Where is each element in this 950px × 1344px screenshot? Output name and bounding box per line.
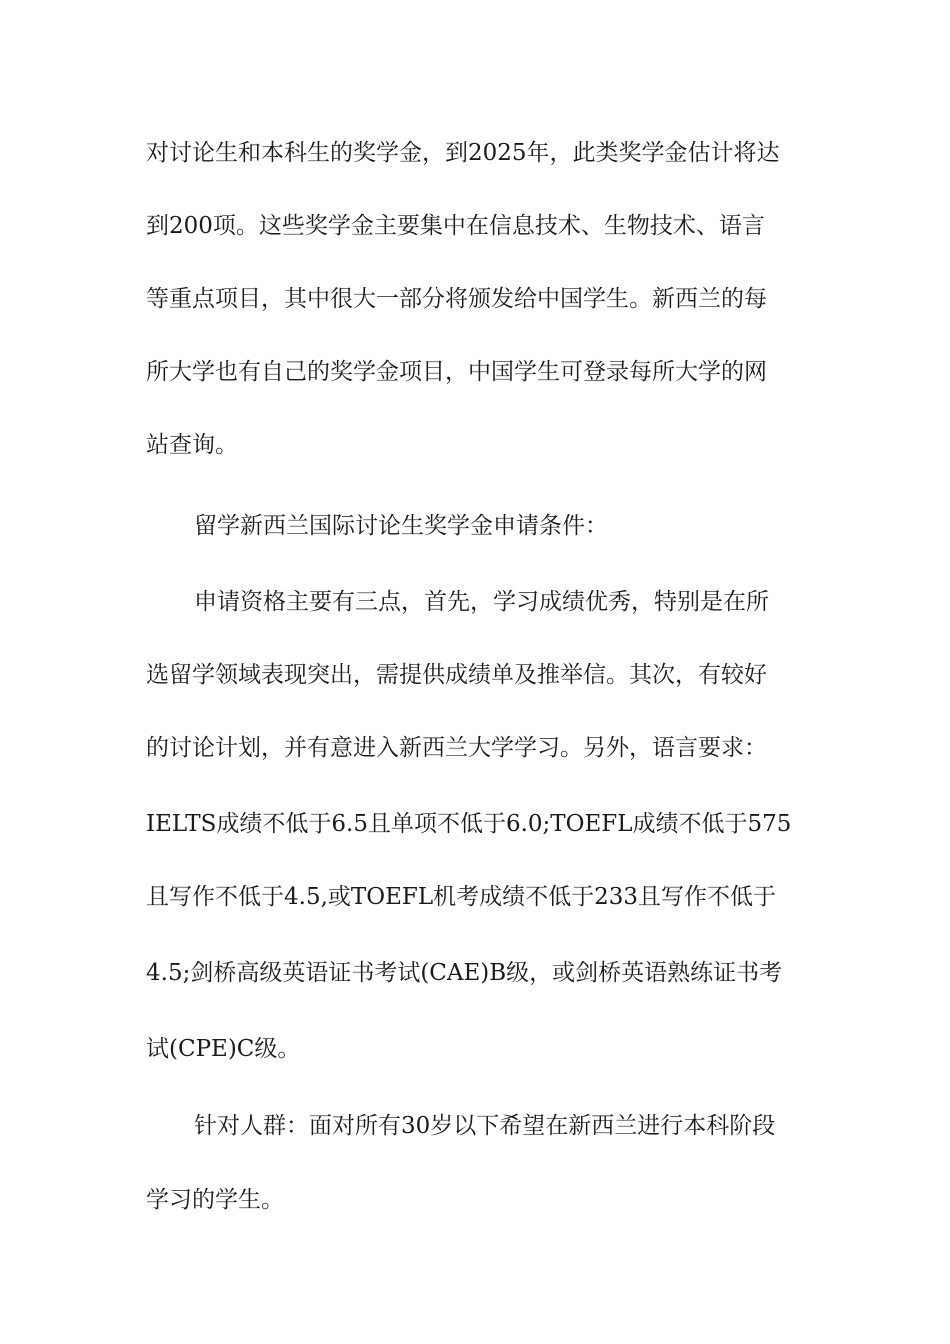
text-line: IELTS成绩不低于6.5且单项不低于6.0;TOEFL成绩不低于575 xyxy=(146,811,792,837)
text-line: 所大学也有自己的奖学金项目，中国学生可登录每所大学的网 xyxy=(146,359,767,385)
text-line: 试(CPE)C级。 xyxy=(146,1036,301,1062)
text-line: 到200项。这些奖学金主要集中在信息技术、生物技术、语言 xyxy=(146,213,765,239)
text-line: 申请资格主要有三点，首先，学习成绩优秀，特别是在所 xyxy=(194,589,769,615)
text-line: 站查询。 xyxy=(146,432,238,458)
text-line: 4.5;剑桥高级英语证书考试(CAE)B级，或剑桥英语熟练证书考 xyxy=(146,960,783,986)
text-line: 的讨论计划，并有意进入新西兰大学学习。另外，语言要求： xyxy=(146,735,767,761)
text-line: 对讨论生和本科生的奖学金，到2025年，此类奖学金估计将达 xyxy=(146,140,780,166)
section-heading: 留学新西兰国际讨论生奖学金申请条件： xyxy=(194,513,608,539)
text-line: 学习的学生。 xyxy=(146,1187,284,1213)
text-line: 选留学领域表现突出，需提供成绩单及推举信。其次，有较好 xyxy=(146,662,767,688)
text-line: 且写作不低于4.5,或TOEFL机考成绩不低于233且写作不低于 xyxy=(146,884,777,910)
text-line: 针对人群：面对所有30岁以下希望在新西兰进行本科阶段 xyxy=(194,1113,776,1139)
text-line: 等重点项目，其中很大一部分将颁发给中国学生。新西兰的每 xyxy=(146,286,767,312)
